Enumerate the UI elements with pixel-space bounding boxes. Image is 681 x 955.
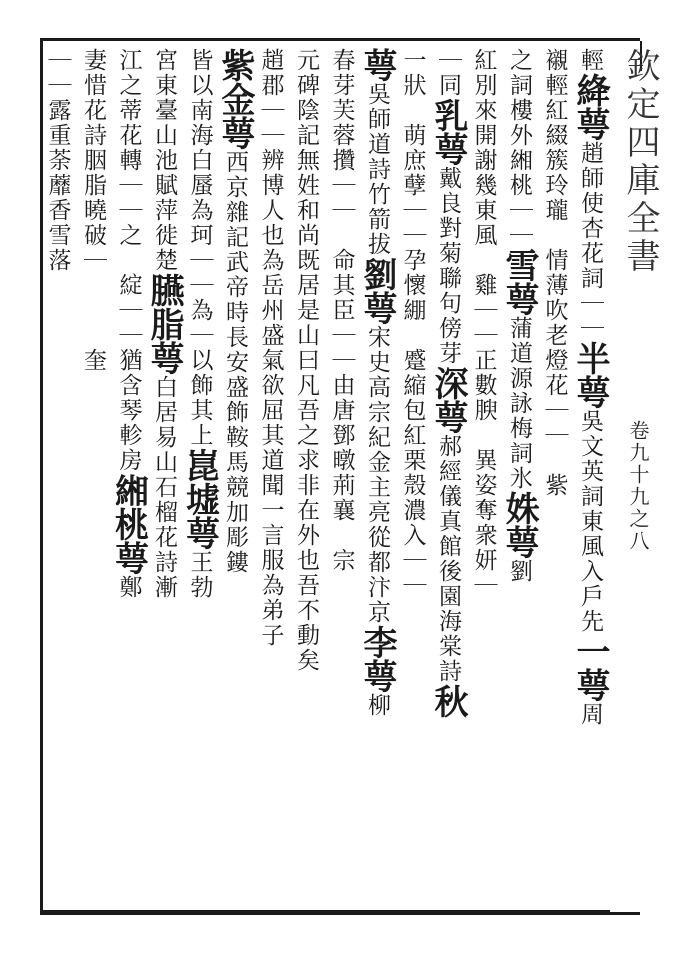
frame-bottom-rule — [40, 912, 640, 915]
entry-text: 王勃 — [186, 550, 213, 600]
entry-text — [116, 248, 142, 273]
entry-text: 輕 — [577, 48, 603, 73]
entry-text: 劉 — [506, 559, 532, 584]
entry-text: 一狀 — [399, 48, 426, 98]
text-column — [75, 48, 111, 910]
entry-text: 之詞樓外緗桃｜｜ — [506, 48, 532, 248]
entry-heading: 萼 — [357, 48, 397, 82]
entry-text: 蹙縮包紅栗殼濃入｜｜ — [399, 348, 426, 598]
text-column — [252, 48, 288, 910]
entry-heading: 崑墟萼 — [179, 448, 220, 550]
entry-text — [329, 223, 355, 248]
margin-column — [612, 48, 668, 910]
entry-text — [400, 98, 426, 123]
entry-text: 襯輕紅綴簇玲瓏 — [541, 48, 568, 223]
entry-text: 郝經儀真館後園海棠詩 — [435, 434, 461, 684]
entry-text: 妻惜花詩胭脂曉破｜ — [80, 48, 106, 273]
entry-heading: 劉萼 — [357, 257, 397, 325]
entry-text: 宗 — [328, 548, 355, 573]
book-title: 欽定四庫全書 — [620, 48, 660, 276]
entry-text: 趙師使杏花詞｜｜ — [577, 141, 603, 341]
entry-heading: 臙脂萼 — [144, 273, 184, 375]
entry-text: 異姿奪衆妍｜ — [470, 448, 497, 598]
entry-text — [542, 223, 568, 248]
entry-heading: 深萼 — [428, 366, 468, 434]
entry-text: 春芽芙蓉攢｜｜ — [328, 48, 355, 223]
entry-text — [329, 523, 355, 548]
text-column — [179, 48, 220, 910]
entry-text — [471, 248, 497, 273]
entry-heading: 乳萼 — [428, 98, 468, 166]
entry-text — [80, 298, 106, 323]
entry-text: 吳文英詞東風入戶先 — [577, 409, 603, 634]
text-column — [501, 48, 537, 910]
entry-text: 西京雜記武帝時長安盛飾鞍馬競加彫鏤 — [222, 150, 248, 575]
entry-text: 趙郡｜｜辨博人也為岳州盛氣欲屈其道聞一言服為弟子 — [257, 48, 284, 648]
entry-text: 紫 — [541, 473, 568, 498]
text-column — [465, 48, 501, 910]
entry-text: 命其臣｜｜由唐鄧暾荊襄 — [328, 248, 355, 523]
text-column — [323, 48, 359, 910]
entry-text: 白居易山石榴花詩漸 — [151, 375, 177, 600]
entry-heading: 半萼 — [570, 341, 610, 409]
text-column — [536, 48, 572, 910]
frame-top-extension — [610, 38, 640, 41]
text-column — [39, 48, 75, 910]
entry-text — [80, 323, 106, 348]
entry-text: 皆以南海白蜃為珂｜｜為｜以飾其上 — [186, 48, 213, 448]
entry-text: ｜同 — [435, 48, 461, 98]
volume-label: 卷九十九之八 — [626, 420, 650, 552]
entry-text: 戴良對菊聯句傍芽 — [435, 166, 461, 366]
entry-text: 吳師道詩竹箭拔 — [364, 82, 390, 257]
text-column — [572, 48, 608, 910]
entry-text: 宋史高宗紀金主亮從都汴京 — [364, 325, 390, 625]
entry-text: 柳 — [364, 693, 390, 718]
entry-heading: 絳萼 — [570, 73, 610, 141]
text-column — [430, 48, 466, 910]
text-column — [288, 48, 324, 910]
entry-heading: 姝萼 — [499, 491, 539, 559]
entry-heading: 李萼 — [357, 625, 397, 693]
text-column — [108, 48, 149, 910]
entry-heading: 秋 — [428, 684, 468, 718]
entry-heading: 雪萼 — [499, 248, 539, 316]
entry-text: 奎 — [80, 348, 106, 373]
entry-text: 情薄吹老燈花｜｜ — [541, 248, 568, 448]
entry-text — [400, 323, 426, 348]
entry-text: 元碑陰記無姓和尚既居是山曰凡吾之求非在外也吾不動矣 — [293, 48, 319, 673]
text-column — [146, 48, 182, 910]
text-column — [359, 48, 395, 910]
entry-text: 蒲道源詠梅詞氷 — [506, 316, 532, 491]
text-column — [217, 48, 253, 910]
entry-text: 雞｜｜正數腴 — [470, 273, 497, 423]
entry-text: 綻｜｜猶含琴軫房 — [115, 273, 142, 473]
entry-heading: 紫金萼 — [215, 48, 255, 150]
entry-heading: 緗桃萼 — [108, 473, 149, 575]
entry-text: 周 — [577, 702, 603, 727]
text-column — [394, 48, 430, 910]
entry-text: 江之蒂花轉｜｜之 — [115, 48, 142, 248]
entry-text: 萌庶孽｜｜孕懷綳 — [399, 123, 426, 323]
entry-text — [471, 423, 497, 448]
entry-text: 宮東臺山池賦萍徙楚 — [151, 48, 177, 273]
entry-text — [80, 273, 106, 298]
entry-heading: 一萼 — [570, 634, 610, 702]
entry-text — [542, 448, 568, 473]
entry-text: 鄭 — [115, 575, 142, 600]
entry-text: ｜｜露重荼蘼香雪落 — [44, 48, 71, 273]
entry-text: 紅別來開謝幾東風 — [470, 48, 497, 248]
